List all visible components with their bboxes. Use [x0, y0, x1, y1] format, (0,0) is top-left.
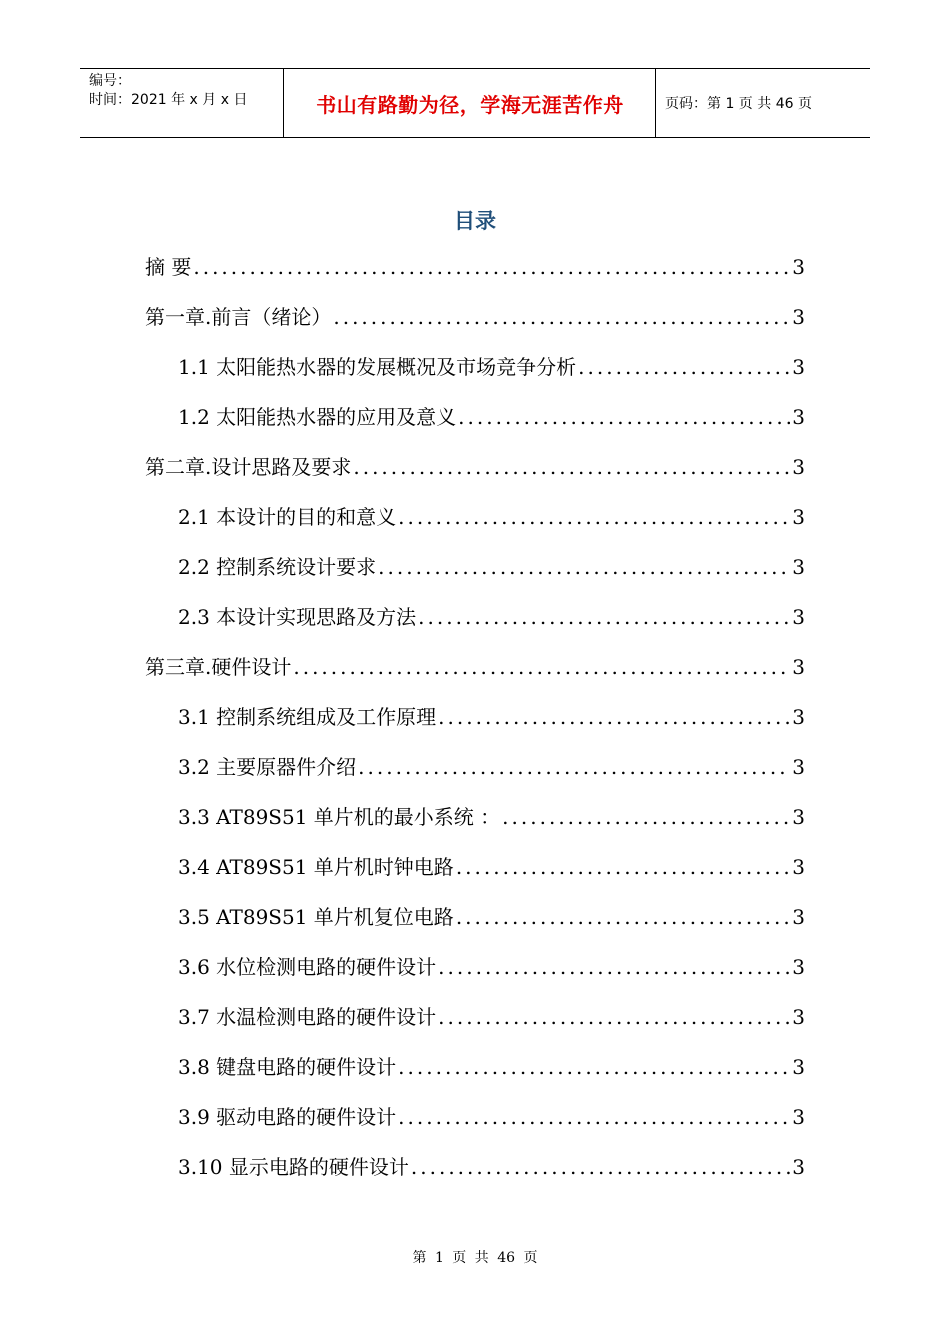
toc-leader-dots	[358, 752, 790, 782]
toc-leader-dots	[418, 602, 790, 632]
toc-entry-page: 3	[792, 655, 805, 679]
toc-entry[interactable]	[178, 1052, 805, 1082]
toc-entry[interactable]	[178, 1002, 805, 1032]
toc-entry-text: 2.1 本设计的目的和意义	[178, 505, 397, 529]
toc-leader-dots	[411, 1152, 790, 1182]
header-meta	[89, 72, 247, 110]
toc-entry-page: 3	[792, 705, 805, 729]
toc-entry-text: 1.1 太阳能热水器的发展概况及市场竞争分析	[178, 355, 577, 379]
toc-entry-page: 3	[792, 955, 805, 979]
toc-leader-dots	[456, 902, 790, 932]
toc-entry[interactable]	[178, 802, 805, 832]
toc-leader-dots	[438, 952, 790, 982]
toc-entry-page: 3	[792, 305, 805, 329]
toc-entry[interactable]	[178, 702, 805, 732]
toc-entry[interactable]	[178, 552, 805, 582]
toc-entry[interactable]	[145, 452, 805, 482]
toc-title: 目录	[454, 209, 496, 233]
toc-entry-text: 3.3 AT89S51 单片机的最小系统 ：	[178, 805, 501, 829]
toc-leader-dots	[502, 802, 790, 832]
toc-leader-dots	[193, 252, 790, 282]
toc-entry-text: 1.2 太阳能热水器的应用及意义	[178, 405, 457, 429]
toc-leader-dots	[438, 702, 790, 732]
toc-entry-text: 3.7 水温检测电路的硬件设计	[178, 1005, 437, 1029]
toc-entry-page: 3	[792, 505, 805, 529]
toc-leader-dots	[438, 1002, 790, 1032]
toc-entry-page: 3	[792, 455, 805, 479]
toc-entry-page: 3	[792, 255, 805, 279]
toc-entry-page: 3	[792, 1005, 805, 1029]
toc-leader-dots	[333, 302, 790, 332]
toc-leader-dots	[378, 552, 790, 582]
toc-entry[interactable]	[145, 252, 805, 282]
toc-entry-page: 3	[792, 355, 805, 379]
toc-entry-text: 3.4 AT89S51 单片机时钟电路	[178, 855, 454, 879]
toc-entry-page: 3	[792, 1155, 805, 1179]
toc-entry[interactable]	[178, 402, 805, 432]
toc-entry-page: 3	[792, 755, 805, 779]
toc-entry-page: 3	[792, 605, 805, 629]
toc-entry-text: 3.9 驱动电路的硬件设计	[178, 1105, 397, 1129]
toc-entry[interactable]	[178, 502, 805, 532]
toc-leader-dots	[578, 352, 790, 382]
header-divider	[655, 69, 656, 137]
toc-entry-page: 3	[792, 555, 805, 579]
header-divider	[283, 69, 284, 137]
toc-entry[interactable]	[178, 1102, 805, 1132]
toc-entry-page: 3	[792, 855, 805, 879]
page-footer: 第 1 页 共 46 页	[412, 1250, 538, 1266]
toc-entry-page: 3	[792, 805, 805, 829]
toc-entry[interactable]	[178, 602, 805, 632]
toc-entry-text: 3.1 控制系统组成及工作原理	[178, 705, 437, 729]
toc-entry-text: 3.5 AT89S51 单片机复位电路	[178, 905, 454, 929]
header-motto: 书山有路勤为径，学海无涯苦作舟	[316, 92, 624, 117]
page-header	[80, 68, 870, 138]
toc-entry-text: 2.2 控制系统设计要求	[178, 555, 377, 579]
toc-entry-page: 3	[792, 1055, 805, 1079]
toc-leader-dots	[398, 1102, 790, 1132]
toc-entry-text: 第一章.前言（绪论）	[145, 305, 332, 329]
toc-entry-text: 3.8 键盘电路的硬件设计	[178, 1055, 397, 1079]
toc-entry[interactable]	[145, 652, 805, 682]
toc-entry[interactable]	[178, 352, 805, 382]
header-page-info: 页码：第 1 页 共 46 页	[665, 96, 812, 112]
toc-entry[interactable]	[178, 752, 805, 782]
toc-entry[interactable]	[178, 1152, 805, 1182]
toc-entry-text: 3.2 主要原器件介绍	[178, 755, 357, 779]
toc-leader-dots	[456, 852, 790, 882]
toc-entry-text: 2.3 本设计实现思路及方法	[178, 605, 417, 629]
header-number-label: 编号：	[89, 73, 131, 89]
toc-leader-dots	[398, 502, 790, 532]
toc-entry-text: 第三章.硬件设计	[145, 655, 292, 679]
toc-entry-text: 第二章.设计思路及要求	[145, 455, 352, 479]
toc-entry-text: 摘 要	[145, 255, 192, 279]
toc-entry-page: 3	[792, 1105, 805, 1129]
toc-entry-text: 3.6 水位检测电路的硬件设计	[178, 955, 437, 979]
toc-leader-dots	[353, 452, 790, 482]
toc-entry-text: 3.10 显示电路的硬件设计	[178, 1155, 409, 1179]
toc-entry-page: 3	[792, 405, 805, 429]
toc-entry[interactable]	[178, 952, 805, 982]
toc-leader-dots	[293, 652, 790, 682]
header-time-label: 时间：2021 年 x 月 x 日	[89, 92, 248, 108]
toc-entry-page: 3	[792, 905, 805, 929]
toc-entry[interactable]	[145, 302, 805, 332]
toc-leader-dots	[458, 402, 790, 432]
toc-entry[interactable]	[178, 852, 805, 882]
toc-entry[interactable]	[178, 902, 805, 932]
toc-leader-dots	[398, 1052, 790, 1082]
